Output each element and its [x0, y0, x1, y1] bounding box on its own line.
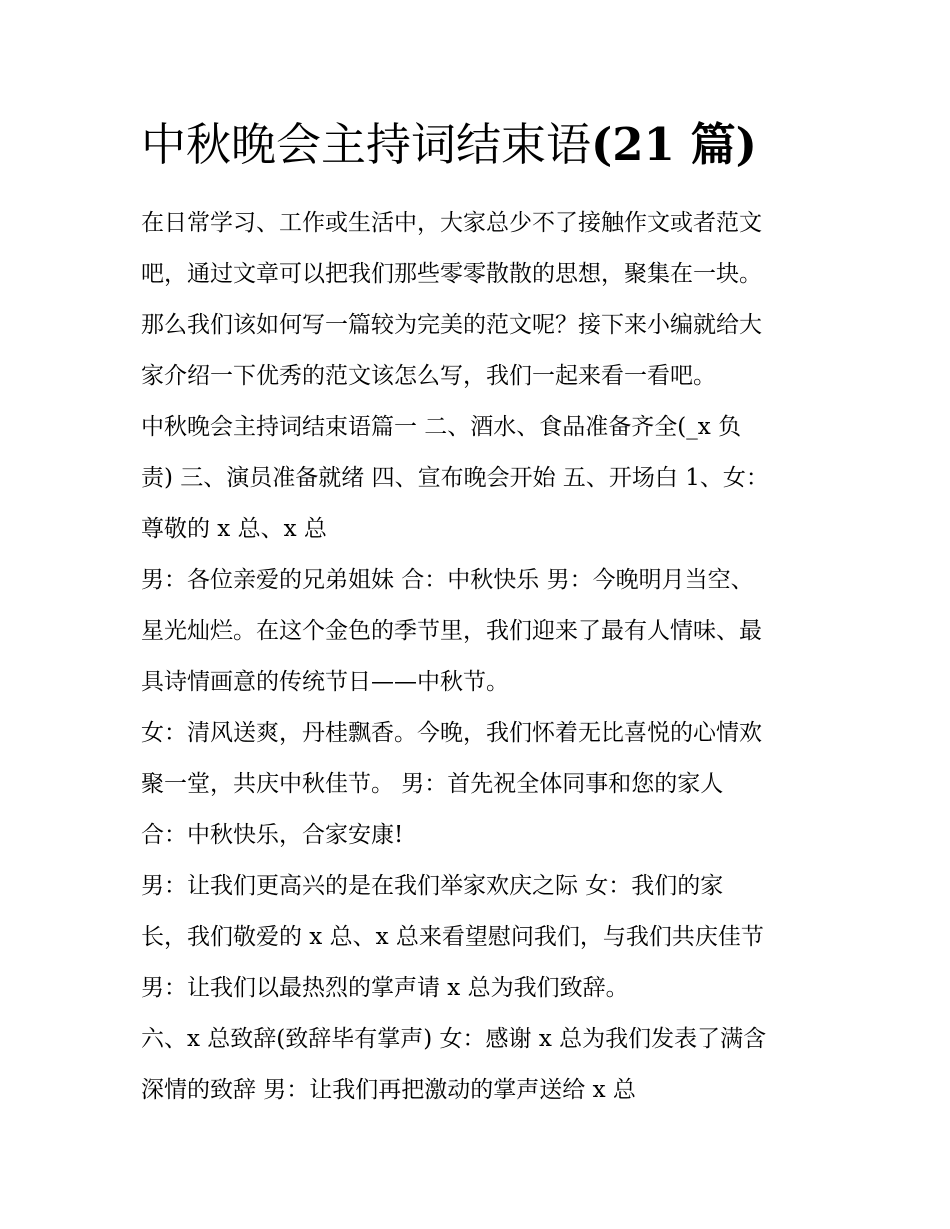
text-line: 聚一堂，共庆中秋佳节。 男：首先祝全体同事和您的家人 [141, 771, 724, 797]
text-line: 男：各位亲爱的兄弟姐妹 合：中秋快乐 男：今晚明月当空、 [141, 567, 754, 593]
text-line: 尊敬的 x 总、x 总 [141, 516, 327, 542]
text-line: 长，我们敬爱的 x 总、x 总来看望慰问我们，与我们共庆佳节 [141, 924, 764, 950]
title-suffix: (21 篇) [591, 118, 757, 171]
text-line: 男：让我们以最热烈的掌声请 x 总为我们致辞。 [141, 975, 629, 1001]
text-line: 六、x 总致辞(致辞毕有掌声) 女：感谢 x 总为我们发表了满含 [141, 1026, 767, 1052]
text-line: 责) 三、演员准备就绪 四、宣布晚会开始 五、开场白 1、女： [141, 465, 769, 491]
text-line: 具诗情画意的传统节日——中秋节。 [141, 669, 509, 695]
text-line: 那么我们该如何写一篇较为完美的范文呢？接下来小编就给大 [141, 312, 762, 338]
text-line: 合：中秋快乐，合家安康! [141, 822, 404, 848]
text-line: 家介绍一下优秀的范文该怎么写，我们一起来看一看吧。 [141, 363, 716, 389]
text-line: 女：清风送爽，丹桂飘香。今晚，我们怀着无比喜悦的心情欢 [141, 720, 762, 746]
text-line: 男：让我们更高兴的是在我们举家欢庆之际 女：我们的家 [141, 873, 724, 899]
text-line: 星光灿烂。在这个金色的季节里，我们迎来了最有人情味、最 [141, 618, 762, 644]
text-line: 吧，通过文章可以把我们那些零零散散的思想，聚集在一块。 [141, 261, 762, 287]
document-body [141, 198, 821, 1116]
text-line: 深情的致辞 男：让我们再把激动的掌声送给 x 总 [141, 1077, 636, 1103]
text-line: 在日常学习、工作或生活中，大家总少不了接触作文或者范文 [141, 210, 762, 236]
text-line: 中秋晚会主持词结束语篇一 二、酒水、食品准备齐全(_x 负 [141, 414, 742, 440]
document-title [141, 115, 757, 175]
title-main: 中秋晚会主持词结束语 [141, 118, 592, 171]
